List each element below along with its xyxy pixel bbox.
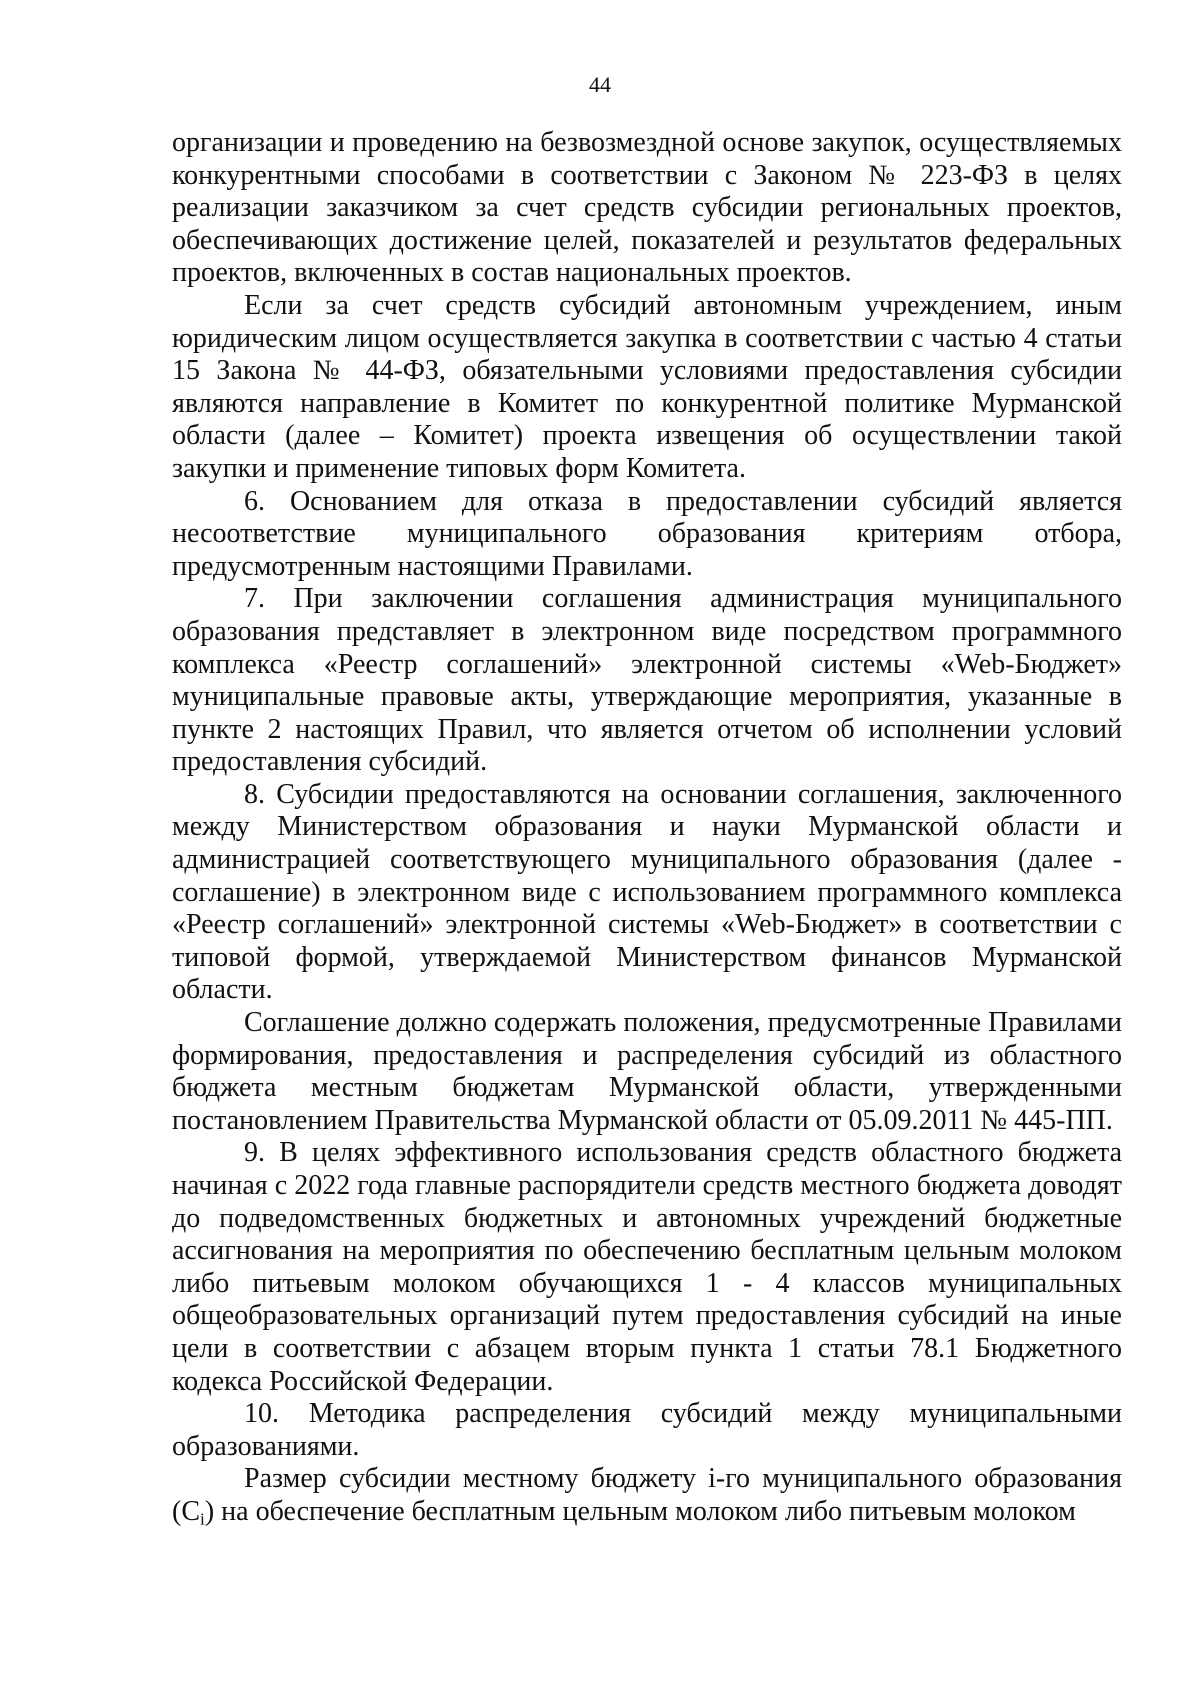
paragraph-agreement-content: Соглашение должно содержать положения, предусмотренные Правилами формирования, предоставления и распределения субсидий из областного бюджета местным бюджетам Мурманской области, утвержденными постановлением Правительства Мурманской области от 05.09.2011 № 445-ПП. <box>172 1007 1122 1136</box>
paragraph-item-9: 9. В целях эффективного использования средств областного бюджета начиная с 2022 года главные распорядители средств местного бюджета доводят до подведомственных бюджетных и автономных учреждений бюджетные ассигнования на мероприятия по обеспечению бесплатным цельным молоком либо питьевым молоком обучающихся 1 - 4 классов муниципальных общеобразовательных организаций путем предоставления субсидий на иные цели в соответствии с абзацем вторым пункта 1 статьи 78.1 Бюджетного кодекса Российской Федерации. <box>172 1137 1122 1397</box>
paragraph-item-7: 7. При заключении соглашения администрация муниципального образования представляет в электронном виде посредством программного комплекса «Реестр соглашений» электронной системы «Web-Бюджет» муниципальные правовые акты, утверждающие мероприятия, указанные в пункте 2 настоящих Правил, что является отчетом об исполнении условий предоставления субсидий. <box>172 583 1122 778</box>
subscript-i: i <box>200 1509 205 1529</box>
paragraph-subsidy-size <box>172 1463 1122 1528</box>
paragraph-item-10: 10. Методика распределения субсидий между муниципальными образованиями. <box>172 1398 1122 1462</box>
page-number: 44 <box>589 72 611 97</box>
paragraph-item-6: 6. Основанием для отказа в предоставлении субсидий является несоответствие муниципального образования критериям отбора, предусмотренным настоящими Правилами. <box>172 485 1122 582</box>
paragraph-item-8: 8. Субсидии предоставляются на основании соглашения, заключенного между Министерством образования и науки Мурманской области и администрацией соответствующего муниципального образования (далее - соглашение) в электронном виде с использованием программного комплекса «Реестр соглашений» электронной системы «Web-Бюджет» в соответствии с типовой формой, утверждаемой Министерством финансов Мурманской области. <box>172 778 1122 1006</box>
subsidy-size-text-start: Размер субсидии местному бюджету i-го муниципального образования (С <box>172 1463 1122 1527</box>
subsidy-size-text-end: ) на обеспечение бесплатным цельным молоком либо питьевым молоком <box>204 1495 1076 1527</box>
paragraph-intro-continuation: организации и проведению на безвозмездной основе закупок, осуществляемых конкурентными способами в соответствии с Законом № 223-ФЗ в целях реализации заказчиком за счет средств субсидии региональных проектов, обеспечивающих достижение целей, показателей и результатов федеральных проектов, включенных в состав национальных проектов. <box>172 127 1122 289</box>
document-body <box>172 127 1122 1529</box>
paragraph-autonomous-procurement: Если за счет средств субсидий автономным учреждением, иным юридическим лицом осуществляется закупка в соответствии с частью 4 статьи 15 Закона № 44-ФЗ, обязательными условиями предоставления субсидии являются направление в Комитет по конкурентной политике Мурманской области (далее – Комитет) проекта извещения об осуществлении такой закупки и применение типовых форм Комитета. <box>172 289 1122 484</box>
